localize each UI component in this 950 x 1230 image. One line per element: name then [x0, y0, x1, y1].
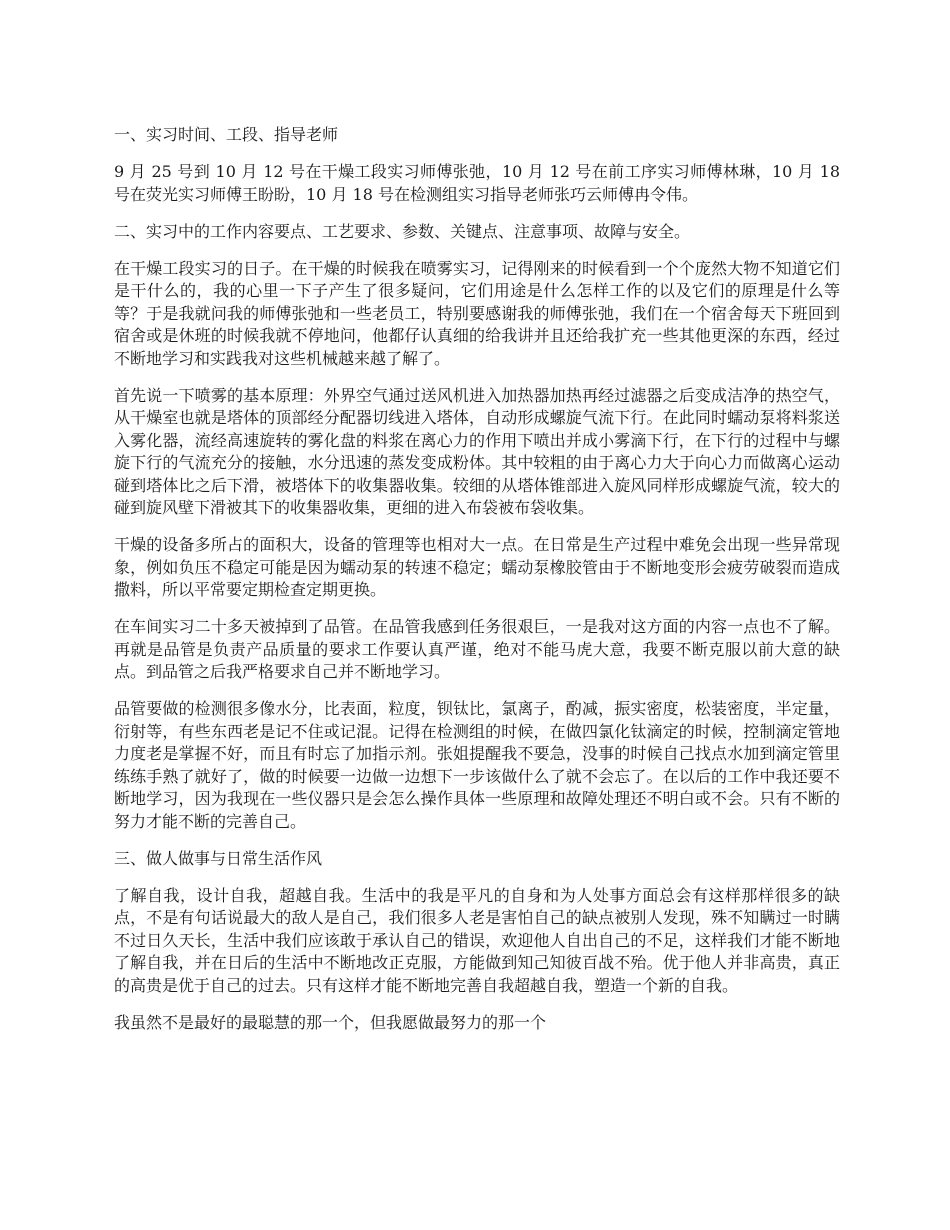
section-heading-3: 三、做人做事与日常生活作风	[114, 848, 323, 868]
paragraph-testing-work: 品管要做的检测很多像水分，比表面，粒度，钡钛比，氯离子，酌减，振实密度，松装密度，半定量，衍射等，有些东西老是记不住或记混。记得在检测组的时候，在做四氯化钛滴定的时候，控制滴定管地力度老是掌握不好，而且有时忘了加指示剂。张姐提醒我不要急，没事的时候自己找点水加到滴定管里练练手熟了就好了，做的时候要一边做一边想下一步该做什么了就不会忘了。在以后的工作中我还要不断地学习，因为我现在一些仪器只是会怎么操作具体一些原理和故障处理还不明白或不会。只有不断的努力才能不断的完善自己。	[114, 699, 840, 831]
paragraph-internship-schedule: 9 月 25 号到 10 月 12 号在干燥工段实习师傅张弛，10 月 12 号在前工序实习师傅林琳，10 月 18 号在荧光实习师傅王盼盼，10 月 18 号在检测组实习指导老师张巧云师傅冉令伟。	[114, 162, 840, 204]
paragraph-drying-section: 在干燥工段实习的日子。在干燥的时候我在喷雾实习，记得刚来的时候看到一个个庞然大物不知道它们是干什么的，我的心里一下子产生了很多疑问，它们用途是什么怎样工作的以及它们的原理是什么等等？于是我就问我的师傅张弛和一些老员工，特别要感谢我的师傅张弛，我们在一个宿舍每天下班回到宿舍或是休班的时候我就不停地问，他都仔认真细的给我讲并且还给我扩充一些其他更深的东西，经过不断地学习和实践我对这些机械越来越了解了。	[114, 258, 840, 368]
paragraph-closing: 我虽然不是最好的最聪慧的那一个，但我愿做最努力的那一个	[114, 1012, 547, 1032]
paragraph-self-improvement: 了解自我，设计自我，超越自我。生活中的我是平凡的自身和为人处事方面总会有这样那样很多的缺点，不是有句话说最大的敌人是自己，我们很多人老是害怕自己的缺点被别人发现，殊不知瞒过一时瞒不过日久天长，生活中我们应该敢于承认自己的错误，欢迎他人自出自己的不足，这样我们才能不断地了解自我，并在日后的生活中不断地改正克服，方能做到知己知彼百战不殆。优于他人并非高贵，真正的高贵是优于自己的过去。只有这样才能不断地完善自我超越自我，塑造一个新的自我。	[114, 885, 840, 995]
section-heading-1: 一、实习时间、工段、指导老师	[114, 125, 339, 144]
section-heading-2: 二、实习中的工作内容要点、工艺要求、参数、关键点、注意事项、故障与安全。	[114, 221, 691, 241]
paragraph-equipment-management: 干燥的设备多所占的面积大，设备的管理等也相对大一点。在日常是生产过程中难免会出现一些异常现象，例如负压不稳定可能是因为蠕动泵的转速不稳定；蠕动泵橡胶管由于不断地变形会疲劳破裂而造成撒料，所以平常要定期检查定期更换。	[114, 535, 840, 599]
paragraph-quality-control: 在车间实习二十多天被掉到了品管。在品管我感到任务很艰巨，一是我对这方面的内容一点也不了解。再就是品管是负责产品质量的要求工作要认真严谨，绝对不能马虎大意，我要不断克服以前大意的缺点。到品管之后我严格要求自己并不断地学习。	[114, 617, 840, 681]
paragraph-spray-principle: 首先说一下喷雾的基本原理：外界空气通过送风机进入加热器加热再经过滤器之后变成洁净的热空气，从干燥室也就是塔体的顶部经分配器切线进入塔体，自动形成螺旋气流下行。在此同时蠕动泵将料浆送入雾化器，流经高速旋转的雾化盘的料浆在离心力的作用下喷出并成小雾滴下行，在下行的过程中与螺旋下行的气流充分的接触，水分迅速的蒸发变成粉体。其中较粗的由于离心力大于向心力而做离心运动碰到塔体比之后下滑，被塔体下的收集器收集。较细的从塔体锥部进入旋风同样形成螺旋气流，较大的碰到旋风壁下滑被其下的收集器收集，更细的进入布袋被布袋收集。	[114, 385, 840, 517]
document-page	[114, 124, 840, 1049]
